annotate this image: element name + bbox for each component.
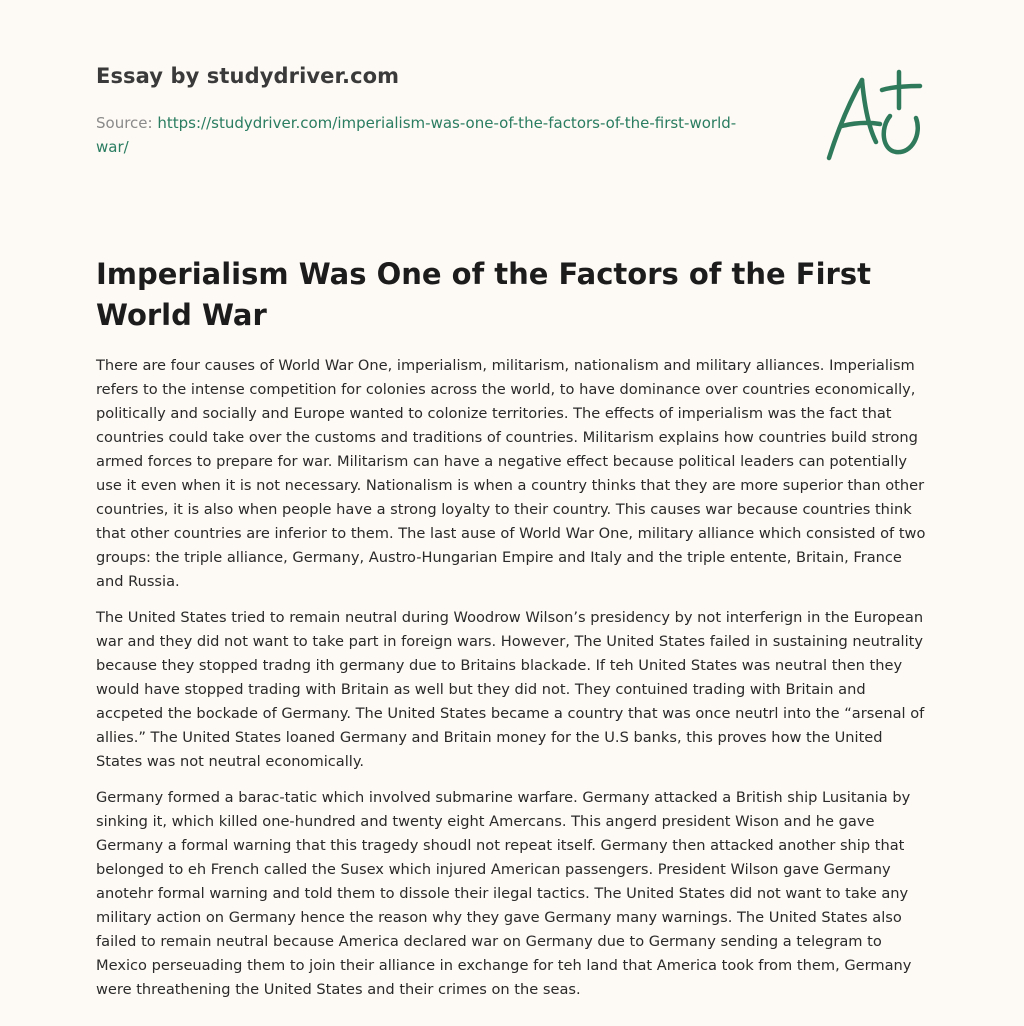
article-paragraph: There are four causes of World War One, imperialism, militarism, nationalism and military alliances. Imperialism refers to the intense competition for colonies across the world, to have dominance over countries economically, politically and socially and Europe wanted to colonize territories. The effects of imperialism was the fact that countries could take over the customs and traditions of countries. Militarism explains how countries build strong armed forces to prepare for war. Militarism can have a negative effect because political leaders can potentially use it even when it is not necessary. Nationalism is when a country thinks that they are more superior than other countries, it is also when people have a strong loyalty to their country. This causes war because countries think that other countries are inferior to them. The last ause of World War One, military alliance which consisted of two groups: the triple alliance, Germany, Austro-Hungarian Empire and Italy and the triple entente, Britain, France and Russia. <box>96 357 926 590</box>
article-body <box>96 354 928 1014</box>
a-plus-logo-icon <box>820 68 930 164</box>
article-paragraph: Germany formed a barac-tatic which involved submarine warfare. Germany attacked a British ship Lusitania by sinking it, which killed one-hundred and twenty eight Amercans. This angerd president Wison and he gave Germany a formal warning that this tragedy shoudl not repeat itself. Germany then attacked another ship that belonged to eh French called the Susex which injured American passengers. President Wilson gave Germany anotehr formal warning and told them to dissole their ilegal tactics. The United States did not want to take any military action on Germany hence the reason why they gave Germany many warnings. The United States also failed to remain neutral because America declared war on Germany due to Germany sending a telegram to Mexico perseuading them to join their alliance in exchange for teh land that America took from them, Germany were threathening the United States and their crimes on the seas. <box>96 789 912 998</box>
source-link[interactable]: https://studydriver.com/imperialism-was-one-of-the-factors-of-the-first-world-war/ <box>96 114 737 156</box>
source-line <box>96 111 756 159</box>
article-paragraph: The United States tried to remain neutral during Woodrow Wilson’s presidency by not interferign in the European war and they did not want to take part in foreign wars. However, The United States failed in sustaining neutrality because they stopped tradng ith germany due to Britains blackade. If teh United States was neutral then they would have stopped trading with Britain as well but they did not. They contuined trading with Britain and accpeted the bockade of Germany. The United States became a country that was once neutrl into the “arsenal of allies.” The United States loaned Germany and Britain money for the U.S banks, this proves how the United States was not neutral economically. <box>96 609 925 770</box>
site-brand: Essay by studydriver.com <box>96 64 400 88</box>
source-label: Source: <box>96 114 153 132</box>
page-title: Imperialism Was One of the Factors of the First World War <box>96 257 871 332</box>
